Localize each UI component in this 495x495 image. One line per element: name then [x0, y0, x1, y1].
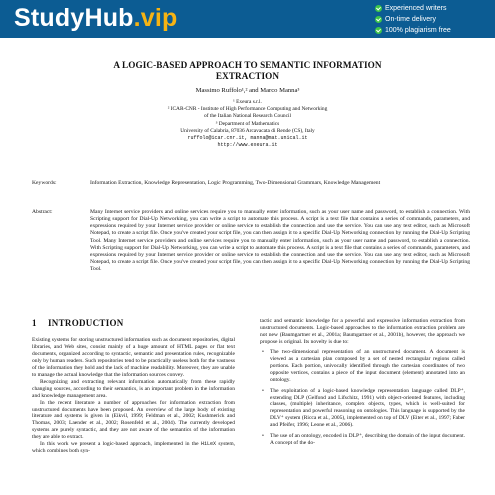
section-title: INTRODUCTION	[48, 318, 124, 328]
keywords-label: Keywords:	[32, 180, 57, 186]
list-item: • The use of an ontology, encoded in DLP⁺, describing the domain of the input document. A concept of the do-	[260, 433, 465, 447]
list-item: • The exploitation of a logic-based knowledge representation language called DLP⁺, extending DLP (Gelfond and Lifschitz, 1991) with object-oriented features, including classes, (multiple) inheritance, complex objects, types, which is well-suited for representation and powerful reasoning on ontologies. This language is supported by the DLV⁺ system (Ricca et al., 2005), implemented on top of DLV (Eiter et al., 1997; Faber and Pfeifer, 1996; Leone et al., 2006).	[260, 388, 465, 430]
logo-suffix: .vip	[133, 4, 178, 32]
logo-brand: StudyHub	[14, 4, 134, 32]
system-name: HiLeX	[200, 441, 216, 448]
intro-paragraph: Existing systems for storing unstructured information such as document repositories, digital libraries, and Web sites, consist mainly of a huge amount of HTML pages or flat text documents, organized according to syntactic, semantic and presentation rules, recognizable only by human readers. Such repositories tend to be practically useless both for the vastness of the information they hold and the lack of machine readability. Moreover, they are unable to manage the actual knowledge that the information sources convey.	[32, 337, 235, 378]
abstract-label: Abstract:	[32, 209, 53, 215]
para-text: system, which combines both syn-	[32, 441, 235, 455]
badge-text: On-time delivery	[385, 15, 436, 23]
check-circle-icon	[375, 16, 382, 23]
affiliation-line: of the Italian National Research Council	[204, 113, 291, 120]
intro-paragraph	[32, 441, 235, 455]
title-line-2: EXTRACTION	[215, 71, 280, 81]
section-heading	[32, 318, 235, 328]
author-emails[interactable]: ruffolo@icar.cnr.it, manna@mat.unical.it	[187, 135, 308, 142]
paper-affiliations	[60, 99, 435, 149]
affiliation-line: ¹ Exeura s.r.l.	[233, 99, 262, 105]
intro-paragraph: Recognizing and extracting relevant information automatically from these rapidly changing sources, according to their semantics, is an important problem in the information and knowledge management area.	[32, 378, 235, 399]
intro-paragraph: In the recent literature a number of approaches for information extraction from unstructured documents have been proposed. An overview of the large body of existing literature and systems is given in (Eikvil, 1999; Feldman et al., 2002; Kushmerick and Thomas, 2003; Laender et al., 2002; Rosenfeld et al., 2004). The currently developed systems are purely syntactic, and they are not aware of the semantics of the information they are able to extract.	[32, 399, 235, 441]
abstract-text: Many Internet service providers and online services require you to manually enter information, such as your user name and password, to establish a connection. With Scripting support for Dial-Up Networking, you can write a script to automate this process. A script is a text file that contains a series of commands, parameters, and expressions required by your Internet service provider or online service to establish the connection and use the service. You can use any text editor, such as Microsoft Notepad, to create a script file. Once you've created your script file, you can then assign it to a specific Dial-Up Networking connection by running the Dial-Up Scripting Tool. Many Internet service providers and online services require you to manually enter information, such as your user name and password, to establish a connection. With Scripting support for Dial-Up Networking, you can write a script to automate this process. A script is a text file that contains a series of commands, parameters, and expressions required by your Internet service provider or online service to establish the connection and use the service. You can use any text editor, such as Microsoft Notepad, to create a script file. Once you've created your script file, you can then assign it to a specific Dial-Up Networking connection by running the Dial-Up Scripting Tool.	[90, 209, 470, 273]
novelty-list	[260, 349, 465, 447]
paper-title	[40, 60, 455, 82]
badge-experienced-writers	[375, 3, 487, 13]
studyhub-logo[interactable]	[14, 2, 178, 34]
affiliation-url[interactable]: http://www.exeura.it	[217, 142, 278, 149]
left-column	[32, 318, 235, 455]
check-circle-icon	[375, 5, 382, 12]
affiliation-line: ² ICAR-CNR - Institute of High Performance Computing and Networking	[167, 106, 328, 113]
feature-badges	[375, 3, 487, 36]
badge-text: Experienced writers	[385, 4, 447, 12]
intro-paragraph: tactic and semantic knowledge for a powerful and expressive information extraction from unstructured documents. Logic-based approaches to the information extraction problem are not new (Baumgartner et al., 2001a; Baumgartner et al., 2001b), however, the approach we propose is original. Its novelty is due to:	[260, 318, 465, 345]
check-circle-icon	[375, 27, 382, 34]
badge-text: 100% plagiarism free	[385, 26, 451, 34]
title-line-1: A LOGIC-BASED APPROACH TO SEMANTIC INFORMATION	[113, 60, 382, 70]
studyhub-banner	[0, 0, 495, 38]
keywords-text: Information Extraction, Knowledge Representation, Logic Programming, Two-Dimensional Grammars, Knowledge Management	[90, 180, 381, 186]
paper-authors: Massimo Ruffolo¹,² and Marco Manna³	[195, 87, 300, 94]
right-column	[260, 318, 465, 451]
affiliation-line: University of Calabria, 87036 Arcavacata di Rende (CS), Italy	[180, 127, 315, 134]
affiliation-line: ³ Department of Mathematics	[215, 120, 280, 127]
section-number: 1	[32, 318, 37, 328]
badge-on-time-delivery	[375, 14, 487, 24]
badge-plagiarism-free	[375, 25, 487, 35]
para-text: In this work we present a logic-based approach, implemented in the	[40, 441, 201, 448]
list-item: • The two-dimensional representation of an unstructured document. A document is viewed as a cartesian plan composed by a set of nested rectangular regions called portions. Each portion, univocally identified through the cartesian coordinates of two opposite vertices, contains a piece of the input document (element) annotated into an ontology.	[260, 349, 465, 384]
